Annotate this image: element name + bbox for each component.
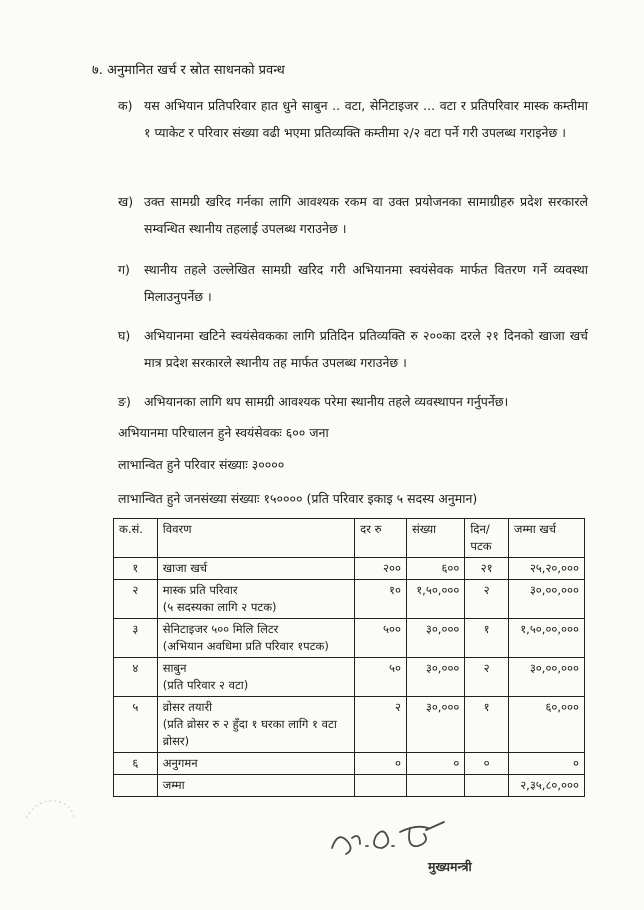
cell-qty: ३०,००० [407, 697, 465, 753]
table-row [114, 558, 585, 580]
family-count: लाभान्वित हुने परिवार संख्याः ३०००० [118, 457, 285, 472]
cell-qty: १,५०,००० [407, 580, 465, 619]
cell-desc [157, 697, 354, 753]
cell-days: १ [465, 697, 508, 753]
cell-rate: ५० [355, 658, 407, 697]
item-marker: ङ) [118, 394, 131, 409]
cell-days: २ [465, 658, 508, 697]
cell-empty [355, 775, 407, 797]
item-marker: ख) [118, 194, 134, 209]
header-rate: दर रु [355, 519, 407, 558]
cell-rate: ५०० [355, 619, 407, 658]
item-text: यस अभियान प्रतिपरिवार हात धुने साबुन .. वटा, सेनिटाइजर ... वटा र प्रतिपरिवार मास्क कम्तीमा १ प्याकेट र परिवार संख्या वढी भएमा प्रतिव्यक्ति कम्तीमा २/२ वटा पर्ने गरी उपलब्ध गराइनेछ । [144, 98, 588, 140]
volunteer-count: अभियानमा परिचालन हुने स्वयंसेवकः ६०० जना [118, 425, 329, 440]
cell-desc [157, 753, 354, 775]
signatory-title: मुख्यमन्त्री [428, 859, 472, 874]
cell-desc [157, 658, 354, 697]
cell-total: ३०,००,००० [508, 580, 584, 619]
desc-note: (५ सदस्यका लागि २ पटक) [162, 600, 277, 614]
cell-qty: ० [407, 753, 465, 775]
table-row [114, 753, 585, 775]
total-label: जम्मा [157, 775, 354, 797]
cost-table [113, 518, 585, 797]
desc-text: सेनिटाइजर ५०० मिलि लिटर [162, 622, 279, 636]
item-text: उक्त सामग्री खरिद गर्नका लागि आवश्यक रकम वा उक्त प्रयोजनका सामाग्रीहरु प्रदेश सरकारले सम्वन्धित स्थानीय तहलाई उपलब्ध गराउनेछ । [144, 194, 588, 236]
table-row [114, 697, 585, 753]
cell-qty: ३०,००० [407, 658, 465, 697]
total-value: २,३५,८०,००० [508, 775, 584, 797]
list-item [118, 188, 588, 242]
item-marker: ग) [118, 262, 130, 277]
cell-days: ० [465, 753, 508, 775]
item-text: अभियानमा खटिने स्वयंसेवकका लागि प्रतिदिन प्रतिव्यक्ति रु २००का दरले २१ दिनको खाजा खर्च मात्र प्रदेश सरकारले स्थानीय तह मार्फत उपलब्ध गराउनेछ । [144, 328, 588, 370]
section-heading: ७. अनुमानित खर्च र स्रोत साधनको प्रवन्ध [92, 63, 285, 78]
list-item [118, 256, 588, 310]
cell-total: १,५०,००,००० [508, 619, 584, 658]
header-desc: विवरण [157, 519, 354, 558]
population-count: लाभान्वित हुने जनसंख्या संख्याः १५०००० (प्रति परिवार इकाइ ५ सदस्य अनुमान) [118, 491, 478, 506]
cell-desc [157, 580, 354, 619]
cell-desc [157, 558, 354, 580]
header-total: जम्मा खर्च [508, 519, 584, 558]
cell-rate: २ [355, 697, 407, 753]
cell-rate: ० [355, 753, 407, 775]
list-item [118, 92, 588, 146]
table-header-row [114, 519, 585, 558]
desc-text: अनुगमन [162, 756, 198, 770]
table-row [114, 619, 585, 658]
desc-text: साबुन [162, 661, 187, 675]
cell-days: २१ [465, 558, 508, 580]
faint-stamp-mark [20, 788, 80, 828]
cell-qty: ३०,००० [407, 619, 465, 658]
header-qty: संख्या [407, 519, 465, 558]
desc-text: मास्क प्रति परिवार [162, 583, 238, 597]
desc-note: (प्रति परिवार २ वटा) [162, 678, 249, 692]
table-row [114, 658, 585, 697]
cell-days: २ [465, 580, 508, 619]
cell-rate: २०० [355, 558, 407, 580]
desc-text: खाजा खर्च [162, 561, 208, 575]
cell-total: ० [508, 753, 584, 775]
item-text: अभियानका लागि थप सामग्री आवश्यक परेमा स्थानीय तहले व्यवस्थापन गर्नुपर्नेछ। [144, 394, 509, 409]
list-item [118, 322, 588, 376]
desc-note: (प्रति व्रोसर रु २ हुँदा १ घरका लागि १ वटा व्रोसर) [162, 717, 337, 748]
cell-sn: २ [114, 580, 158, 619]
item-marker: घ) [118, 328, 131, 343]
cell-sn: ५ [114, 697, 158, 753]
cell-desc [157, 619, 354, 658]
cell-rate: १० [355, 580, 407, 619]
table-row [114, 580, 585, 619]
cell-qty: ६०० [407, 558, 465, 580]
cell-days: १ [465, 619, 508, 658]
desc-text: व्रोसर तयारी [162, 700, 213, 714]
item-marker: क) [118, 98, 133, 113]
header-days: दिन/ पटक [465, 519, 508, 558]
cell-sn: ६ [114, 753, 158, 775]
cell-empty [407, 775, 465, 797]
cell-total: ६०,००० [508, 697, 584, 753]
cell-sn: ४ [114, 658, 158, 697]
cell-sn: ३ [114, 619, 158, 658]
cell-empty [465, 775, 508, 797]
table-total-row [114, 775, 585, 797]
cell-sn: १ [114, 558, 158, 580]
item-text: स्थानीय तहले उल्लेखित सामग्री खरिद गरी अभियानमा स्वयंसेवक मार्फत वितरण गर्ने व्यवस्था मिलाउनुपर्नेछ । [144, 262, 588, 304]
cell-total: ३०,००,००० [508, 658, 584, 697]
list-item [118, 388, 588, 415]
header-sn: क.सं. [114, 519, 158, 558]
desc-note: (अभियान अवधिमा प्रति परिवार १पटक) [162, 639, 329, 653]
cell-total: २५,२०,००० [508, 558, 584, 580]
cell-empty [114, 775, 158, 797]
